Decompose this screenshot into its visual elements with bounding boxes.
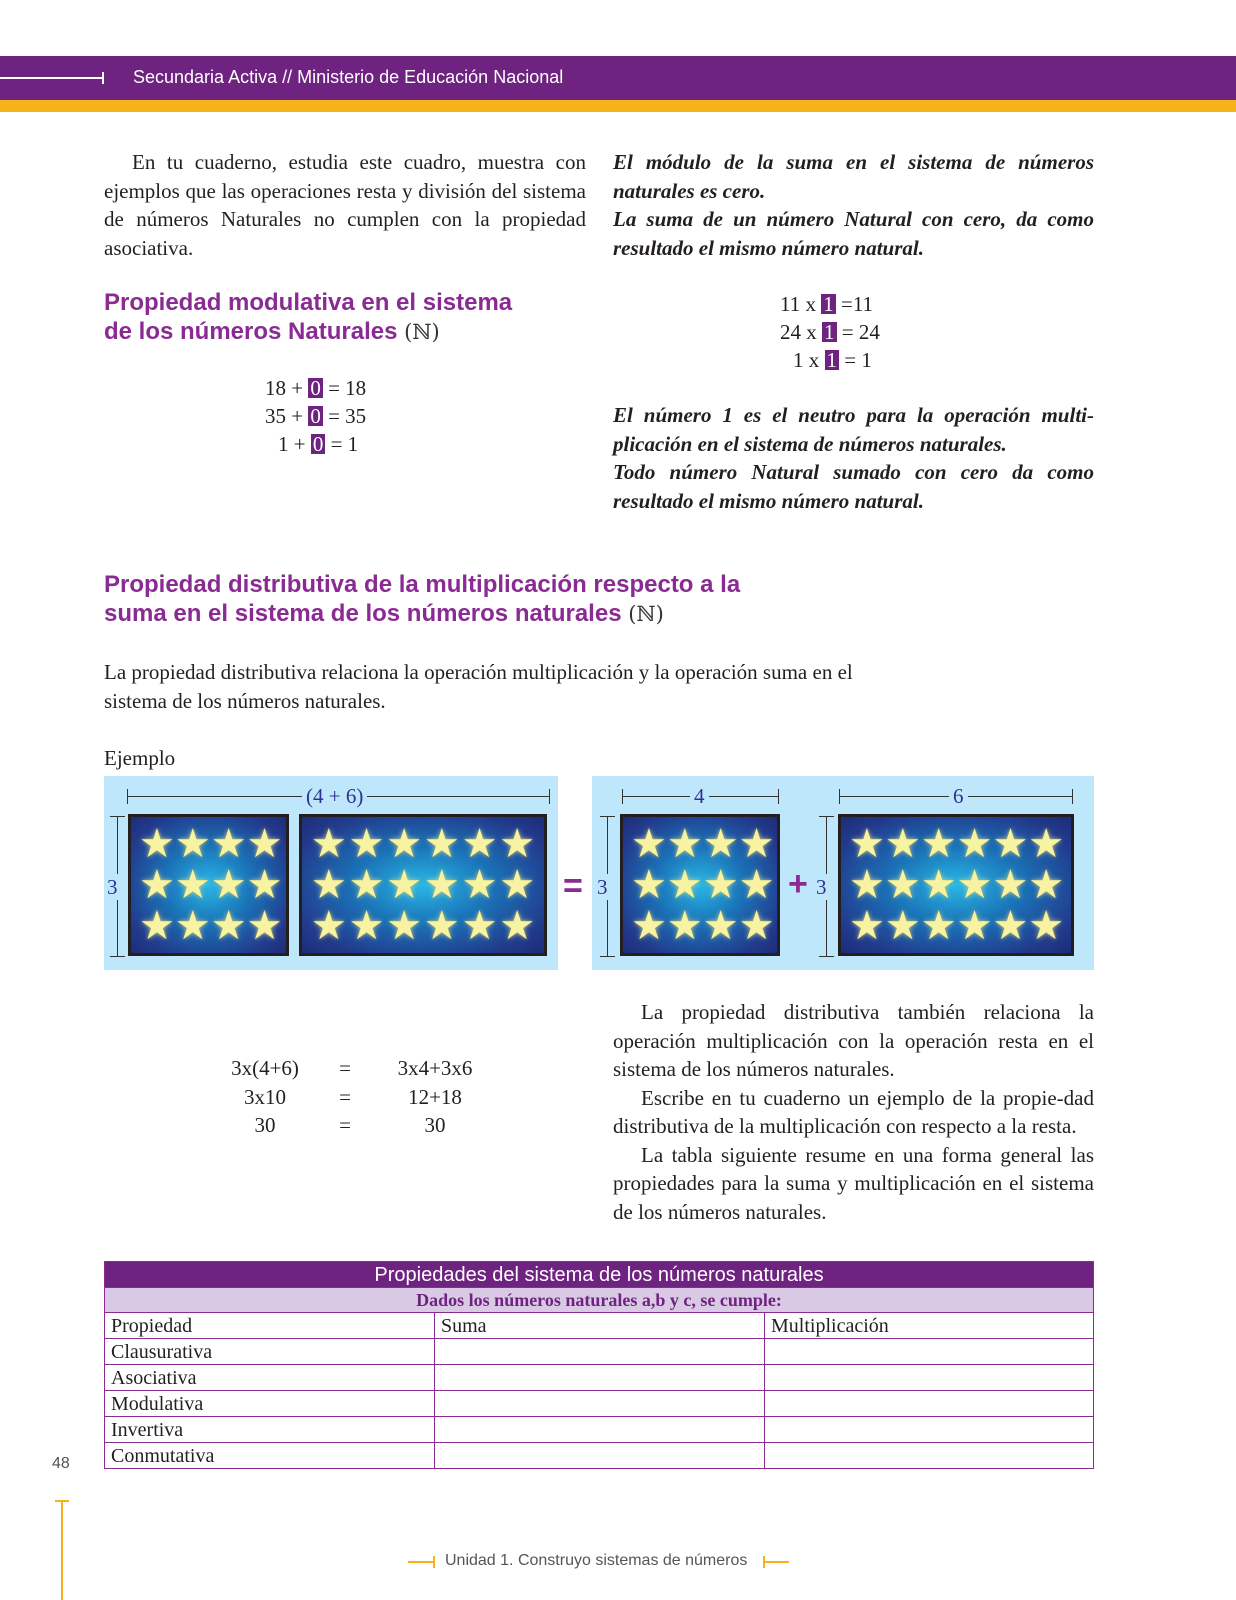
dimension-tick: [1072, 789, 1073, 804]
star-icon: ★: [210, 820, 247, 867]
distributive-description: La propiedad distributiva relaciona la operación multiplicación y la operación suma en el sistema de los números naturales.: [104, 660, 853, 713]
neutral-element-box: 1: [823, 292, 834, 316]
star-icon: ★: [423, 820, 460, 867]
star-icon: ★: [992, 861, 1029, 908]
star-icon: ★: [849, 861, 885, 908]
star-icon: ★: [631, 820, 667, 867]
column-header: Propiedad: [105, 1313, 435, 1339]
table-title: Propiedades del sistema de los números naturales: [105, 1262, 1094, 1288]
sum-example: 1 + 0 = 1: [278, 432, 359, 456]
sum-cell: [435, 1391, 765, 1417]
modulative-heading: [104, 288, 604, 347]
page-number: 48: [52, 1455, 70, 1472]
figure-left-panel: [104, 776, 558, 970]
star-icon: ★: [631, 861, 667, 908]
sum-cell: [435, 1365, 765, 1391]
star-icon: ★: [246, 861, 283, 908]
table-row: [105, 1339, 1094, 1365]
width-label: (4 + 6): [302, 785, 367, 807]
star-icon: ★: [139, 820, 175, 867]
star-grid-3x4: [128, 814, 289, 956]
sum-example: 18 + 0 = 18: [265, 376, 367, 400]
distributive-heading-line2: suma en el sistema de los números naturales: [104, 600, 622, 627]
neutral-element-box: 0: [310, 404, 321, 428]
star-icon: ★: [702, 820, 739, 867]
star-icon: ★: [423, 861, 460, 908]
star-icon: ★: [884, 820, 921, 867]
mult-example: 1 x 1 = 1: [793, 348, 872, 372]
header-rule: [0, 77, 103, 79]
star-icon: ★: [1028, 820, 1065, 867]
star-grid-3x6: [838, 814, 1074, 956]
star-icon: ★: [884, 903, 921, 950]
module-statement: El módulo de la suma en el sistema de números naturales es cero.: [613, 150, 1094, 203]
column-header: Multiplicación: [765, 1313, 1094, 1339]
star-icon: ★: [666, 861, 703, 908]
property-name: Invertiva: [105, 1417, 435, 1443]
page-margin-line: [61, 1500, 63, 1600]
calc-row: 30 = 30: [254, 1113, 446, 1137]
note-paragraph: La propiedad distributiva también relaciona la operación multiplicación con la operación resta en el sistema de los números naturales.: [613, 1000, 1094, 1081]
footer-title: Construyo sistemas de números: [517, 1552, 748, 1569]
star-icon: ★: [920, 861, 957, 908]
star-icon: ★: [920, 820, 957, 867]
neutral-element-box: 1: [826, 348, 837, 372]
width-label: 6: [949, 785, 968, 807]
footer-unit: Unidad 1.: [445, 1552, 514, 1569]
figure-right-panel: [592, 776, 1094, 970]
star-icon: ★: [499, 903, 536, 950]
intro-paragraph: En tu cuaderno, estudia este cuadro, muestra con ejemplos que las operaciones resta y división del sistema de números Naturales no cumplen con la propiedad asociativa.: [104, 150, 586, 260]
table-row: [105, 1443, 1094, 1469]
star-icon: ★: [499, 820, 536, 867]
star-icon: ★: [348, 861, 385, 908]
sum-cell: [435, 1417, 765, 1443]
star-icon: ★: [310, 903, 347, 950]
mult-example: 24 x 1 = 24: [780, 320, 880, 344]
star-icon: ★: [666, 903, 703, 950]
star-icon: ★: [884, 861, 921, 908]
height-label: 3: [107, 875, 118, 899]
star-icon: ★: [738, 820, 775, 867]
table-row: [105, 1391, 1094, 1417]
mult-example: 11 x 1 =11: [780, 292, 874, 316]
star-icon: ★: [1028, 903, 1065, 950]
dimension-tick: [600, 956, 615, 957]
dimension-tick: [778, 789, 779, 804]
module-statement: La suma de un número Natural con cero, da como resultado el mismo número natural.: [613, 207, 1094, 260]
star-grid-3x4: [620, 814, 780, 956]
mult-cell: [765, 1339, 1094, 1365]
property-name: Asociativa: [105, 1365, 435, 1391]
star-icon: ★: [386, 861, 423, 908]
modulative-heading-line2: de los números Naturales: [104, 318, 398, 345]
star-icon: ★: [738, 903, 775, 950]
property-name: Modulativa: [105, 1391, 435, 1417]
dimension-tick: [819, 956, 834, 957]
footer-tick-left: [433, 1556, 435, 1568]
equals-sign: =: [563, 867, 583, 905]
star-icon: ★: [310, 861, 347, 908]
mult-cell: [765, 1391, 1094, 1417]
header-accent-stripe: [0, 100, 1236, 112]
dimension-tick: [549, 789, 550, 804]
star-icon: ★: [992, 820, 1029, 867]
footer-rule-right: [763, 1561, 789, 1563]
dimension-tick: [110, 816, 125, 817]
height-label: 3: [597, 875, 608, 899]
distributive-heading-line1: Propiedad distributiva de la multiplicación respecto a la: [104, 571, 741, 598]
star-icon: ★: [920, 903, 957, 950]
dimension-tick: [819, 816, 834, 817]
star-icon: ★: [174, 820, 211, 867]
star-icon: ★: [702, 861, 739, 908]
example-label: Ejemplo: [104, 746, 176, 770]
star-icon: ★: [386, 903, 423, 950]
star-icon: ★: [246, 903, 283, 950]
sum-cell: [435, 1443, 765, 1469]
star-icon: ★: [348, 903, 385, 950]
header-title: Secundaria Activa // Ministerio de Educación Nacional: [133, 67, 564, 87]
star-icon: ★: [992, 903, 1029, 950]
distributive-notes: [613, 998, 1094, 1226]
note-paragraph: Escribe en tu cuaderno un ejemplo de la propie-dad distributiva de la multiplicación con respecto a la resta.: [613, 1085, 1094, 1138]
star-icon: ★: [461, 820, 498, 867]
sum-example: 35 + 0 = 35: [265, 404, 367, 428]
star-icon: ★: [139, 861, 175, 908]
table-header-row: [105, 1313, 1094, 1339]
neutral-statement: Todo número Natural sumado con cero da como resultado el mismo número natural.: [613, 460, 1094, 513]
mult-cell: [765, 1417, 1094, 1443]
calc-table: [210, 1054, 510, 1140]
neutral-statement: El número 1 es el neutro para la operación multi-plicación en el sistema de números naturales.: [613, 403, 1094, 456]
star-icon: ★: [139, 903, 175, 950]
property-name: Conmutativa: [105, 1443, 435, 1469]
plus-sign: +: [788, 865, 808, 903]
dimension-tick: [110, 956, 125, 957]
dimension-tick: [622, 789, 623, 804]
star-icon: ★: [849, 903, 885, 950]
star-icon: ★: [956, 820, 993, 867]
mult-cell: [765, 1365, 1094, 1391]
neutral-element-box: 0: [310, 376, 321, 400]
star-grid-3x6: [299, 814, 547, 956]
star-icon: ★: [461, 903, 498, 950]
distributive-heading: [104, 570, 864, 629]
neutral-element-box: 1: [824, 320, 835, 344]
natural-set-symbol: (ℕ): [404, 320, 440, 344]
natural-set-symbol: (ℕ): [628, 602, 664, 626]
star-icon: ★: [956, 861, 993, 908]
column-header: Suma: [435, 1313, 765, 1339]
star-icon: ★: [174, 903, 211, 950]
modulative-heading-line1: Propiedad modulativa en el sistema: [104, 289, 513, 316]
star-icon: ★: [310, 820, 347, 867]
star-icon: ★: [210, 861, 247, 908]
header-rule-tick: [102, 72, 104, 84]
footer: [445, 1552, 747, 1570]
neutral-element-box: 0: [312, 432, 324, 456]
star-icon: ★: [849, 820, 885, 867]
width-label: 4: [690, 785, 709, 807]
property-name: Clausurativa: [105, 1339, 435, 1365]
dimension-tick: [839, 789, 840, 804]
sum-cell: [435, 1339, 765, 1365]
footer-rule-left: [408, 1561, 434, 1563]
height-label: 3: [816, 875, 827, 899]
star-icon: ★: [210, 903, 247, 950]
star-icon: ★: [499, 861, 536, 908]
star-icon: ★: [702, 903, 739, 950]
star-icon: ★: [386, 820, 423, 867]
star-icon: ★: [738, 861, 775, 908]
star-icon: ★: [246, 820, 283, 867]
dimension-tick: [127, 789, 128, 804]
table-row: [105, 1365, 1094, 1391]
star-icon: ★: [956, 903, 993, 950]
star-icon: ★: [348, 820, 385, 867]
star-icon: ★: [666, 820, 703, 867]
calc-row: 3x(4+6) = 3x4+3x6: [231, 1056, 473, 1080]
mult-cell: [765, 1443, 1094, 1469]
properties-summary-table: [104, 1261, 1094, 1469]
star-icon: ★: [423, 903, 460, 950]
star-icon: ★: [461, 861, 498, 908]
dimension-tick: [600, 816, 615, 817]
table-row: [105, 1417, 1094, 1443]
star-icon: ★: [631, 903, 667, 950]
table-subtitle: Dados los números naturales a,b y c, se cumple:: [105, 1288, 1094, 1313]
star-icon: ★: [1028, 861, 1065, 908]
note-paragraph: La tabla siguiente resume en una forma general las propiedades para la suma y multiplicación en el sistema de los números naturales.: [613, 1142, 1094, 1224]
star-icon: ★: [174, 861, 211, 908]
calc-row: 3x10 = 12+18: [244, 1084, 462, 1109]
